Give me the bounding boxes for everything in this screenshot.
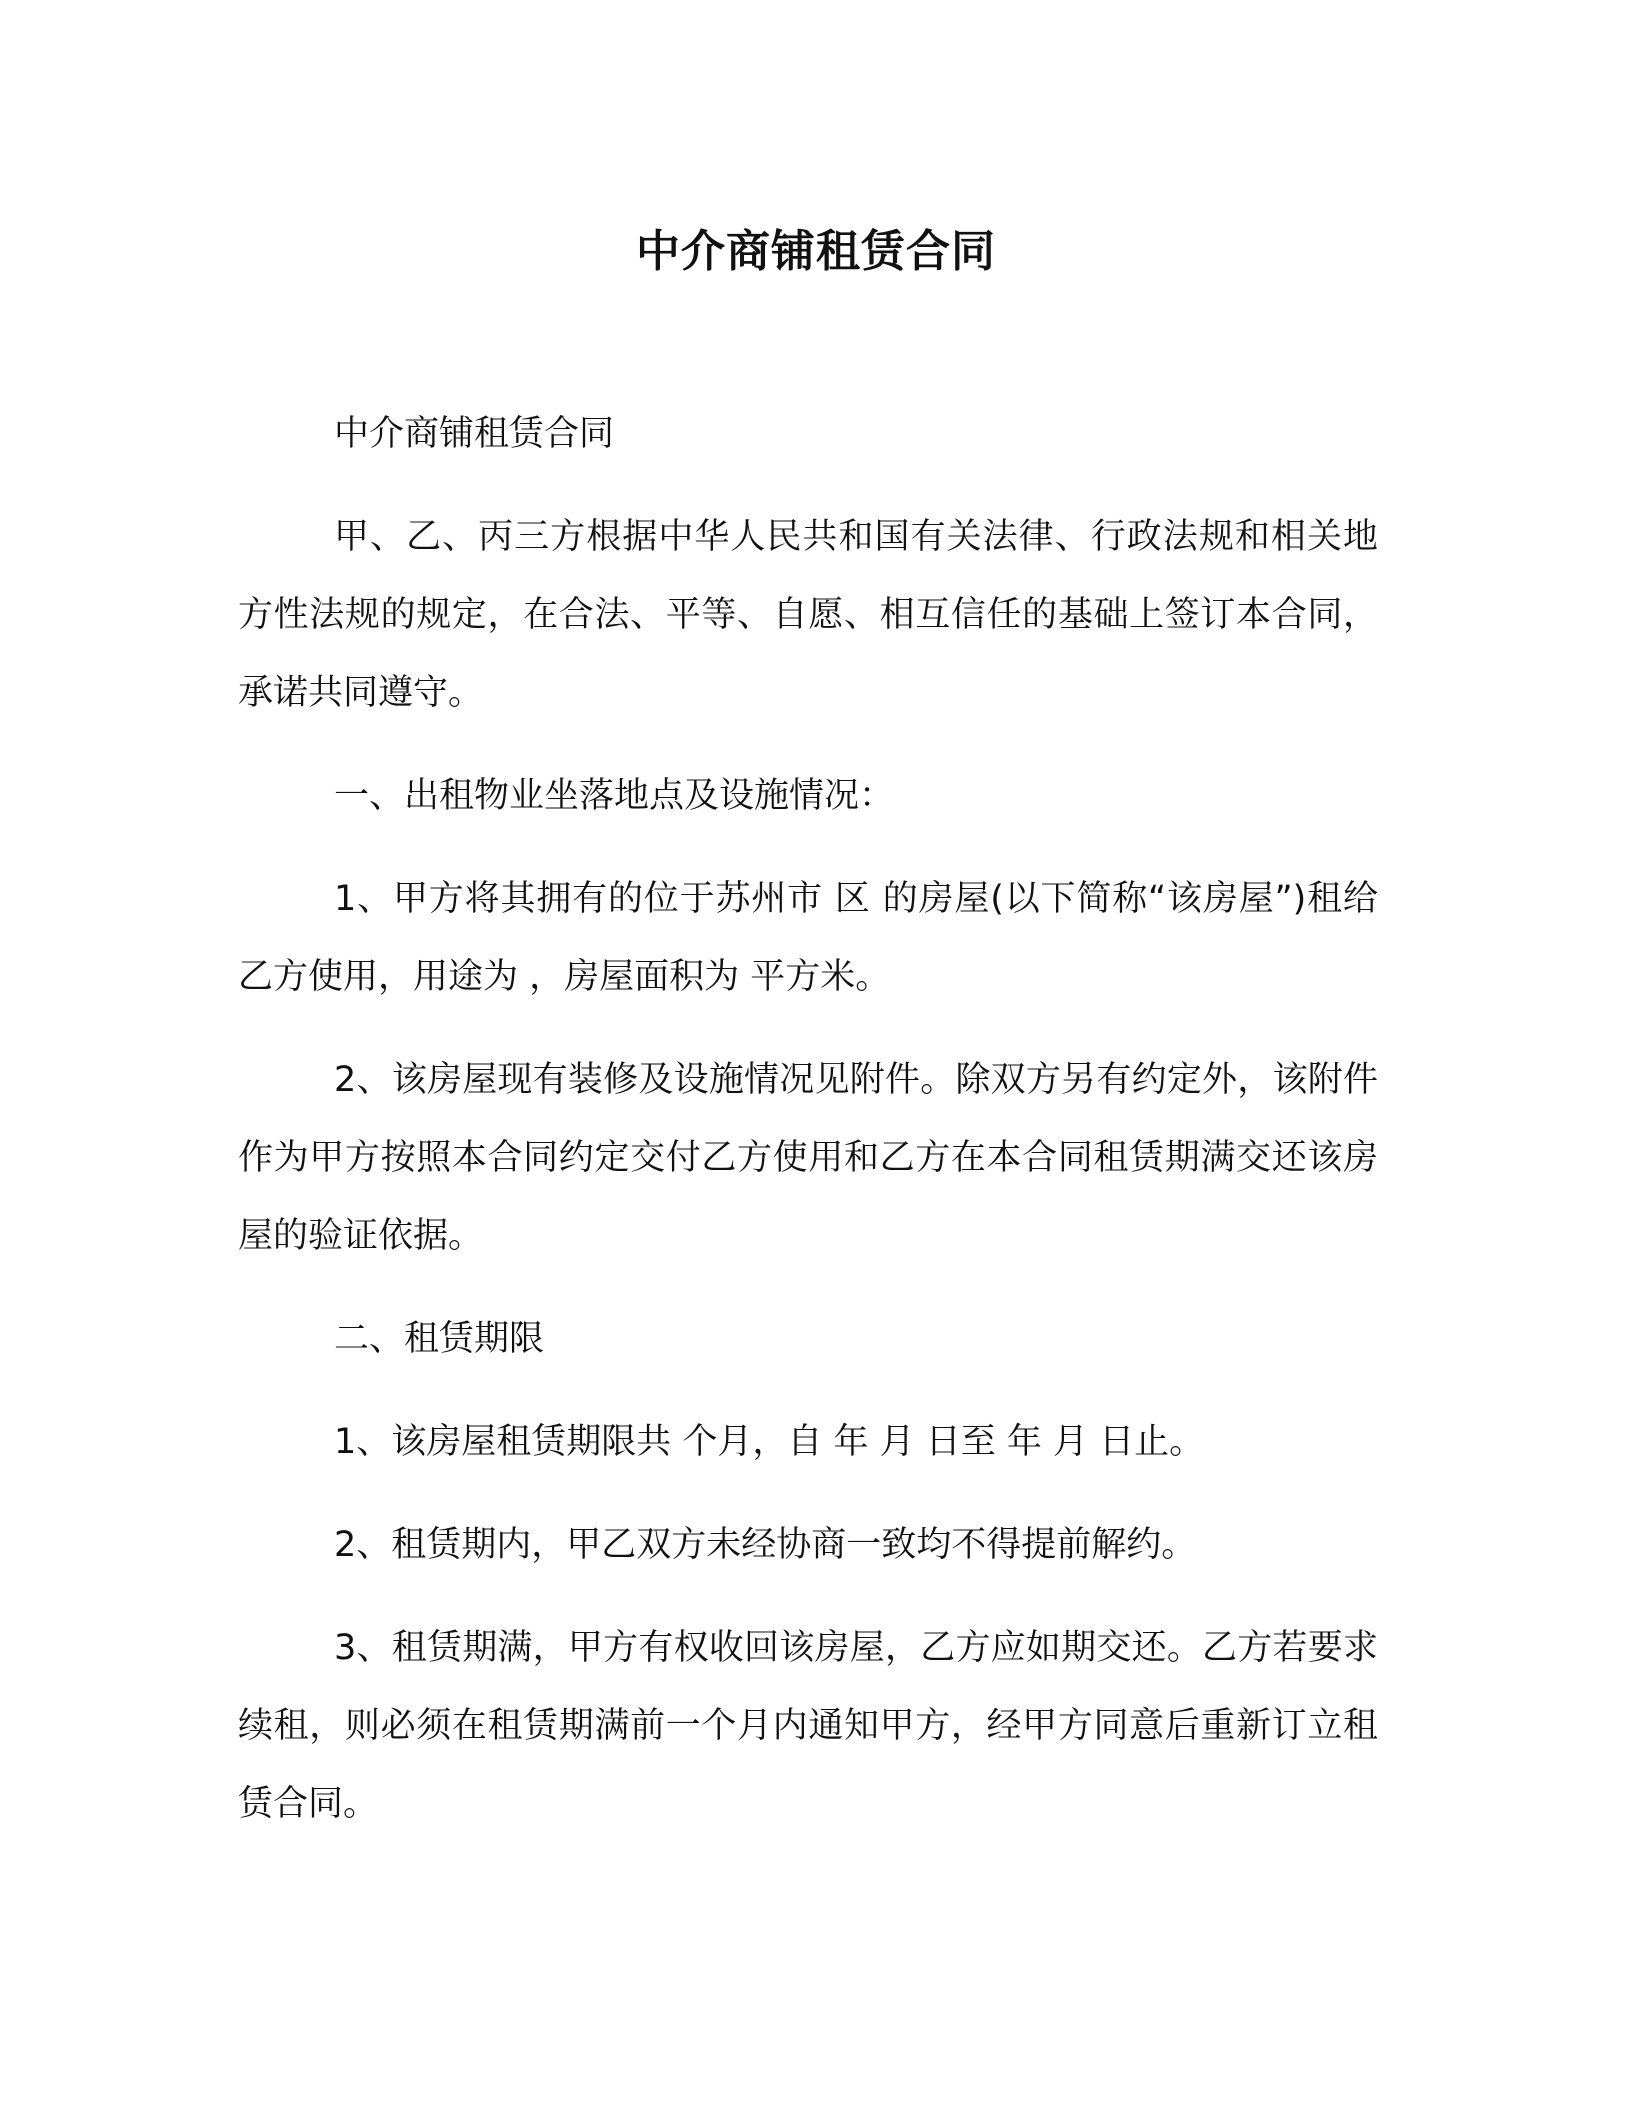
section-heading-property: 一、出租物业坐落地点及设施情况：	[334, 776, 895, 816]
document-title: 中介商铺租赁合同	[636, 226, 996, 277]
document-body	[238, 395, 1378, 1868]
paragraph-preamble: 甲、乙、丙三方根据中华人民共和国有关法律、行政法规和相关地方性法规的规定，在合法、平等、自愿、相互信任的基础上签订本合同，承诺共同遵守。	[238, 517, 1378, 713]
clause-2-1: 1、该房屋租赁期限共 个月，自 年 月 日至 年 月 日止。	[334, 1422, 1205, 1462]
section-heading-term: 二、租赁期限	[334, 1319, 545, 1359]
clause-1-1: 1、甲方将其拥有的位于苏州市 区 的房屋(以下简称“该房屋”)租给乙方使用，用途为 ，房屋面积为 平方米。	[238, 879, 1378, 997]
paragraph-heading-repeat: 中介商铺租赁合同	[334, 414, 615, 454]
clause-1-2: 2、该房屋现有装修及设施情况见附件。除双方另有约定外，该附件作为甲方按照本合同约定交付乙方使用和乙方在本合同租赁期满交还该房屋的验证依据。	[238, 1060, 1378, 1256]
clause-2-2: 2、租赁期内，甲乙双方未经协商一致均不得提前解约。	[334, 1525, 1197, 1565]
clause-2-3: 3、租赁期满，甲方有权收回该房屋，乙方应如期交还。乙方若要求续租，则必须在租赁期满前一个月内通知甲方，经甲方同意后重新订立租赁合同。	[238, 1628, 1378, 1824]
